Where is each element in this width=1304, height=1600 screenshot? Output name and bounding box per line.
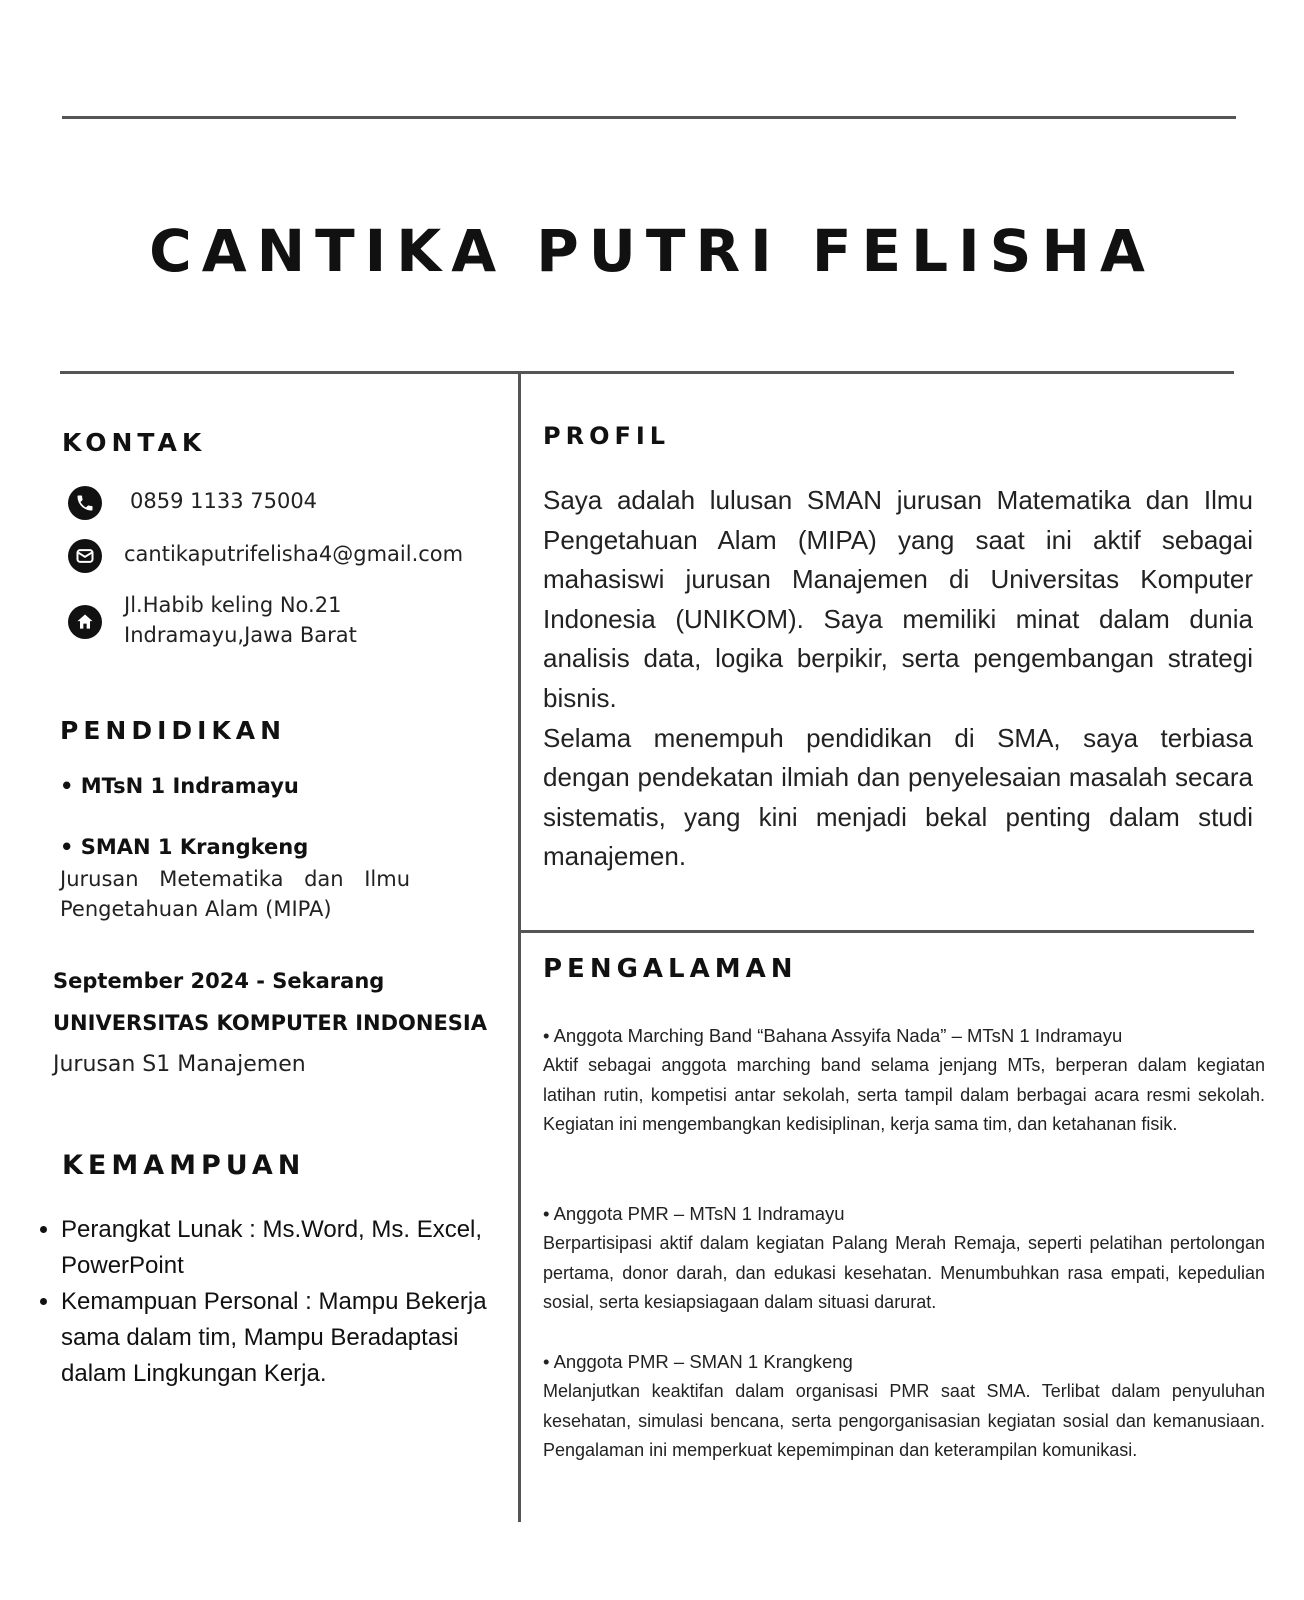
contact-address bbox=[68, 590, 357, 650]
top-divider bbox=[62, 116, 1236, 119]
experience-description: Berpartisipasi aktif dalam kegiatan Palang Merah Remaja, seperti pelatihan pertolongan pertama, donor darah, dan edukasi kesehatan. Menumbuhkan rasa empati, kepedulian sosial, serta kesiapsiagaan dalam situasi darurat. bbox=[543, 1233, 1265, 1313]
email-icon bbox=[68, 539, 102, 573]
university-period: September 2024 - Sekarang bbox=[53, 969, 385, 993]
phone-icon bbox=[68, 486, 102, 520]
kemampuan-heading: KEMAMPUAN bbox=[62, 1150, 306, 1181]
header-divider bbox=[60, 371, 1234, 374]
skill-item-personal: • Kemampuan Personal : Mampu Bekerja sama dalam tim, Mampu Beradaptasi dalam Lingkungan Kerja. bbox=[61, 1284, 501, 1392]
experience-title: • Anggota Marching Band “Bahana Assyifa Nada” – MTsN 1 Indramayu bbox=[543, 1025, 1123, 1046]
address-line-1: Jl.Habib keling No.21 bbox=[124, 593, 342, 617]
education-school-2: • SMAN 1 Krangkeng bbox=[60, 835, 309, 859]
phone-number: 0859 1133 75004 bbox=[130, 489, 318, 513]
experience-title: • Anggota PMR – SMAN 1 Krangkeng bbox=[543, 1351, 853, 1372]
column-divider bbox=[518, 372, 521, 1522]
education-school-1: • MTsN 1 Indramayu bbox=[60, 774, 299, 798]
skill-item-software: • Perangkat Lunak : Ms.Word, Ms. Excel, PowerPoint bbox=[61, 1212, 501, 1284]
resume-name: CANTIKA PUTRI FELISHA bbox=[149, 217, 1155, 285]
experience-item bbox=[543, 1199, 1265, 1318]
university-name: UNIVERSITAS KOMPUTER INDONESIA bbox=[53, 1011, 487, 1035]
pendidikan-heading: PENDIDIKAN bbox=[60, 716, 287, 745]
experience-item bbox=[543, 1021, 1265, 1140]
experience-item bbox=[543, 1347, 1265, 1466]
profil-heading: PROFIL bbox=[543, 422, 671, 450]
experience-title: • Anggota PMR – MTsN 1 Indramayu bbox=[543, 1203, 845, 1224]
contact-phone bbox=[68, 486, 317, 520]
section-divider bbox=[520, 930, 1254, 933]
experience-description: Aktif sebagai anggota marching band selama jenjang MTs, berperan dalam kegiatan latihan rutin, kompetisi antar sekolah, serta tampil dalam berbagai acara resmi sekolah. Kegiatan ini mengembangkan kedisiplinan, kerja sama tim, dan ketahanan fisik. bbox=[543, 1055, 1265, 1135]
university-major: Jurusan S1 Manajemen bbox=[53, 1052, 306, 1077]
address-line-2: Indramayu,Jawa Barat bbox=[124, 623, 357, 647]
home-icon bbox=[68, 605, 102, 639]
contact-email bbox=[68, 539, 463, 573]
email-address: cantikaputrifelisha4@gmail.com bbox=[124, 542, 464, 566]
profile-summary bbox=[543, 481, 1253, 877]
pengalaman-heading: PENGALAMAN bbox=[543, 954, 798, 984]
kontak-heading: KONTAK bbox=[62, 428, 207, 457]
profile-paragraph-1: Saya adalah lulusan SMAN jurusan Matematika dan Ilmu Pengetahuan Alam (MIPA) yang saat ini aktif sebagai mahasiswi jurusan Manajemen di Universitas Komputer Indonesia (UNIKOM). Saya memiliki minat dalam dunia analisis data, logika berpikir, serta pengembangan strategi bisnis. bbox=[543, 485, 1253, 713]
experience-description: Melanjutkan keaktifan dalam organisasi PMR saat SMA. Terlibat dalam penyuluhan kesehatan, simulasi bencana, serta pengorganisasian kegiatan sosial dan kemanusiaan. Pengalaman ini memperkuat kepemimpinan dan keterampilan komunikasi. bbox=[543, 1381, 1265, 1461]
profile-paragraph-2: Selama menempuh pendidikan di SMA, saya terbiasa dengan pendekatan ilmiah dan penyelesaian masalah secara sistematis, yang kini menjadi bekal penting dalam studi manajemen. bbox=[543, 722, 1253, 872]
address-text bbox=[124, 590, 357, 650]
skills-list bbox=[0, 1212, 501, 1392]
education-school-2-major: Jurusan Metematika dan Ilmu Pengetahuan Alam (MIPA) bbox=[60, 867, 410, 921]
